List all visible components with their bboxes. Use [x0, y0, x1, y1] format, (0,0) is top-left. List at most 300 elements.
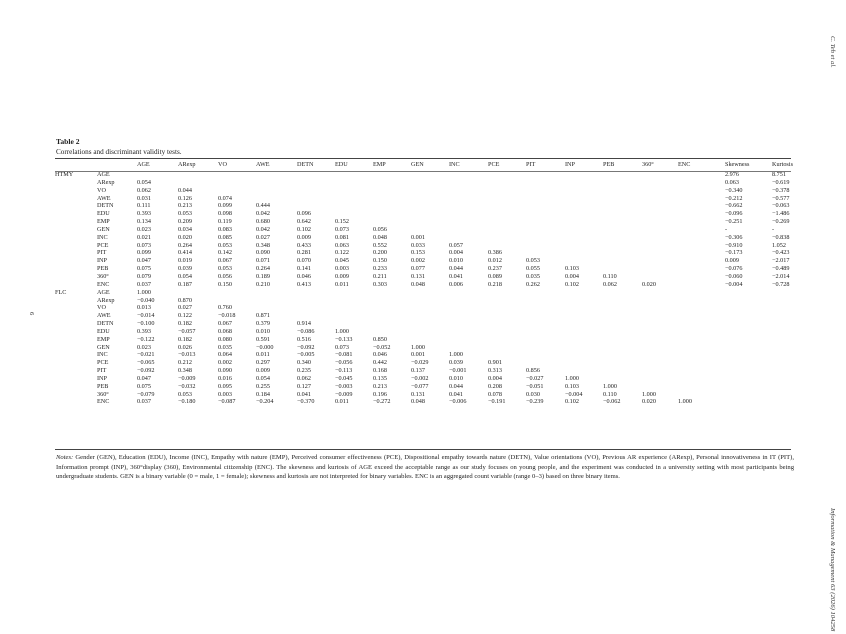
table-cell	[488, 289, 526, 297]
table-cell: −0.000	[256, 343, 274, 351]
table-cell	[411, 328, 449, 336]
table-cell: −0.191	[488, 398, 506, 406]
skewness-cell	[725, 398, 772, 406]
table-cell: 1.000	[565, 374, 579, 382]
table-cell	[565, 234, 603, 242]
table-cell	[565, 336, 603, 344]
table-cell	[565, 359, 603, 367]
table-row	[55, 265, 790, 273]
table-cell	[603, 242, 642, 250]
table-cell	[678, 242, 725, 250]
kurtosis-cell: −0.728	[772, 280, 790, 288]
table-cell	[642, 202, 678, 210]
table-cell	[565, 312, 603, 320]
group-label	[55, 234, 97, 242]
table-cell	[603, 304, 642, 312]
table-cell: −0.122	[137, 335, 155, 343]
group-label	[55, 187, 97, 195]
column-header: AWE	[256, 160, 270, 168]
skewness-cell: -	[725, 225, 728, 233]
table-cell	[256, 297, 297, 305]
table-cell: 0.012	[488, 257, 502, 265]
table-cell	[411, 195, 449, 203]
column-header: PCE	[488, 160, 500, 168]
table-cell: 0.134	[137, 218, 151, 226]
group-label	[55, 367, 97, 375]
table-cell: 0.340	[297, 359, 311, 367]
table-cell: −0.001	[449, 367, 467, 375]
table-cell	[603, 257, 642, 265]
table-cell	[335, 171, 373, 179]
table-body	[55, 171, 790, 406]
table-cell	[297, 202, 335, 210]
table-cell	[526, 249, 565, 257]
table-cell	[449, 320, 488, 328]
table-cell: 0.141	[297, 265, 311, 273]
table-cell: 0.083	[218, 225, 232, 233]
group-label	[55, 179, 97, 187]
table-cell: 0.064	[218, 351, 232, 359]
table-row	[55, 218, 790, 226]
table-cell	[603, 265, 642, 273]
table-cell: 0.099	[218, 202, 232, 210]
table-cell	[335, 179, 373, 187]
table-cell	[642, 351, 678, 359]
kurtosis-cell	[772, 336, 790, 344]
group-label	[55, 328, 97, 336]
running-head-author: C. Teh et al.	[829, 36, 836, 68]
table-cell	[297, 312, 335, 320]
table-cell	[642, 297, 678, 305]
column-header: INC	[449, 160, 460, 168]
table-cell	[335, 187, 373, 195]
group-label	[55, 351, 97, 359]
table-cell: 0.053	[178, 390, 192, 398]
table-cell	[642, 195, 678, 203]
table-cell: 1.000	[335, 327, 349, 335]
table-cell	[565, 249, 603, 257]
table-cell: 0.075	[137, 265, 151, 273]
table-cell: 0.262	[526, 280, 540, 288]
row-variable: 360°	[97, 272, 109, 280]
skewness-cell	[725, 367, 772, 375]
table-cell: 0.003	[218, 390, 232, 398]
table-row	[55, 383, 790, 391]
table-row	[55, 312, 790, 320]
table-cell: 0.126	[178, 194, 192, 202]
table-cell	[603, 367, 642, 375]
table-cell	[218, 179, 256, 187]
table-cell	[565, 320, 603, 328]
table-cell	[488, 171, 526, 179]
table-cell	[678, 359, 725, 367]
table-cell: 0.073	[335, 343, 349, 351]
group-label	[55, 320, 97, 328]
table-cell	[565, 187, 603, 195]
table-cell	[297, 187, 335, 195]
table-cell: 0.099	[137, 249, 151, 257]
table-cell: 0.196	[373, 390, 387, 398]
table-cell: 0.131	[411, 272, 425, 280]
table-cell	[411, 171, 449, 179]
column-header: PIT	[526, 160, 536, 168]
table-cell: 0.089	[488, 272, 502, 280]
table-cell	[565, 202, 603, 210]
table-row	[55, 171, 790, 179]
skewness-cell: 2.976	[725, 171, 739, 178]
row-variable: INP	[97, 374, 107, 382]
table-cell	[678, 281, 725, 289]
table-cell: −0.370	[297, 398, 315, 406]
skewness-cell	[725, 344, 772, 352]
table-cell: 0.110	[603, 272, 617, 280]
row-variable: AWE	[97, 194, 111, 202]
group-label	[55, 383, 97, 391]
table-cell: 0.085	[218, 233, 232, 241]
table-cell	[526, 195, 565, 203]
kurtosis-cell	[772, 383, 790, 391]
table-cell: −0.062	[603, 398, 621, 406]
table-cell	[526, 359, 565, 367]
table-cell: 0.035	[526, 272, 540, 280]
table-cell	[373, 304, 411, 312]
table-cell: 0.020	[642, 398, 656, 406]
table-cell	[526, 328, 565, 336]
table-cell: −0.052	[373, 343, 391, 351]
group-label	[55, 257, 97, 265]
table-cell	[373, 289, 411, 297]
table-cell: 0.044	[449, 382, 463, 390]
table-cell: 0.103	[565, 265, 579, 273]
group-label	[55, 398, 97, 406]
table-cell	[642, 344, 678, 352]
table-cell	[678, 218, 725, 226]
table-cell: 0.135	[373, 374, 387, 382]
group-label	[55, 210, 97, 218]
skewness-cell	[725, 359, 772, 367]
table-cell	[526, 202, 565, 210]
table-cell: 0.021	[137, 233, 151, 241]
row-variable: GEN	[97, 343, 110, 351]
table-row	[55, 202, 790, 210]
table-cell: −0.005	[297, 351, 315, 359]
table-cell: 0.053	[526, 257, 540, 265]
table-cell: 0.414	[178, 249, 192, 257]
skewness-cell: −0.212	[725, 194, 743, 202]
table-cell	[642, 249, 678, 257]
table-cell: 0.033	[411, 241, 425, 249]
row-variable: AGE	[97, 288, 110, 296]
table-cell: 1.000	[642, 390, 656, 398]
table-cell	[526, 297, 565, 305]
group-label	[55, 336, 97, 344]
table-cell	[526, 187, 565, 195]
table-cell: 0.081	[335, 233, 349, 241]
table-row	[55, 195, 790, 203]
table-cell	[642, 226, 678, 234]
table-cell: 0.039	[178, 265, 192, 273]
table-cell: 0.053	[218, 265, 232, 273]
table-cell: −0.045	[335, 374, 353, 382]
table-cell	[449, 297, 488, 305]
table-cell: 0.042	[256, 210, 270, 218]
skewness-cell	[725, 320, 772, 328]
row-variable: AWE	[97, 312, 111, 320]
table-cell	[642, 304, 678, 312]
notes-text: Gender (GEN), Education (EDU), Income (INC), Empathy with nature (EMP), Perceived consumer effectiveness (PCE), Dispositional empathy towards nature (DETN), Value orientations (VO), Previous AR experience (ARexp), Personal innovativeness in IT (PIT), Information prompt (INP), 360°display (360), Environmental citizenship (ENC). The skewness and kurtosis of AGE exceed the acceptable range as our study focuses on young people, and the experiment was conducted in a university setting with most participants being undergraduate students. GEN is a binary variable (0 = male, 1 = female); skewness and kurtosis are not interpreted for binary variables. ENC is an aggregated count variable (range 0–3) based on three binary items.	[56, 454, 795, 481]
table-cell: 0.002	[411, 257, 425, 265]
table-cell	[565, 328, 603, 336]
table-cell	[678, 304, 725, 312]
table-row	[55, 234, 790, 242]
group-label	[55, 226, 97, 234]
kurtosis-cell: −0.378	[772, 186, 790, 194]
row-variable: DETN	[97, 202, 114, 210]
skewness-cell: −0.004	[725, 280, 743, 288]
table-cell	[642, 320, 678, 328]
table-cell: 0.237	[488, 265, 502, 273]
table-cell: 0.044	[178, 186, 192, 194]
table-cell	[488, 179, 526, 187]
column-header: EDU	[335, 160, 348, 168]
table-cell	[678, 320, 725, 328]
table-cell: 0.516	[297, 335, 311, 343]
row-variable: DETN	[97, 320, 114, 328]
table-cell: 0.020	[178, 233, 192, 241]
table-cell: 0.255	[256, 382, 270, 390]
table-cell	[678, 273, 725, 281]
table-header-row	[55, 158, 790, 171]
skewness-cell	[725, 328, 772, 336]
table-cell	[678, 257, 725, 265]
table-row	[55, 273, 790, 281]
table-cell	[335, 202, 373, 210]
table-cell: 0.001	[411, 351, 425, 359]
row-variable: ENC	[97, 280, 110, 288]
column-header: INP	[565, 160, 575, 168]
table-cell	[449, 179, 488, 187]
row-variable: EDU	[97, 210, 110, 218]
table-cell	[603, 328, 642, 336]
table-cell: 0.019	[178, 257, 192, 265]
column-header: GEN	[411, 160, 424, 168]
kurtosis-cell: −0.838	[772, 233, 790, 241]
table-cell	[449, 187, 488, 195]
kurtosis-cell: −0.619	[772, 178, 790, 186]
table-cell	[565, 304, 603, 312]
skewness-cell: −0.173	[725, 249, 743, 257]
table-cell: 0.010	[256, 327, 270, 335]
table-cell: −0.133	[335, 335, 353, 343]
table-cell: 0.067	[218, 257, 232, 265]
table-cell	[488, 336, 526, 344]
table-cell	[488, 351, 526, 359]
row-variable: VO	[97, 186, 106, 194]
table-cell	[297, 195, 335, 203]
table-cell	[488, 242, 526, 250]
table-cell: 0.077	[411, 265, 425, 273]
table-cell: −0.004	[565, 390, 583, 398]
table-cell: 0.901	[488, 359, 502, 367]
table-cell: 0.011	[256, 351, 270, 359]
table-cell	[526, 289, 565, 297]
table-cell: 0.090	[218, 367, 232, 375]
table-cell	[449, 171, 488, 179]
table-row	[55, 210, 790, 218]
table-cell	[297, 171, 335, 179]
table-cell	[603, 226, 642, 234]
table-cell: 1.000	[411, 343, 425, 351]
table-cell: −0.032	[178, 382, 196, 390]
table-cell: 0.053	[218, 241, 232, 249]
skewness-cell	[725, 312, 772, 320]
skewness-cell	[725, 289, 772, 297]
table-cell	[565, 179, 603, 187]
table-cell: 0.850	[373, 335, 387, 343]
table-cell: −0.077	[411, 382, 429, 390]
table-cell: 0.187	[178, 280, 192, 288]
table-cell	[678, 171, 725, 179]
table-cell	[678, 344, 725, 352]
table-cell	[642, 210, 678, 218]
table-cell	[642, 367, 678, 375]
table-cell: 0.209	[178, 218, 192, 226]
kurtosis-cell	[772, 367, 790, 375]
table-cell	[565, 289, 603, 297]
table-cell: −0.051	[526, 382, 544, 390]
table-cell: 0.442	[373, 359, 387, 367]
table-cell	[678, 210, 725, 218]
group-label: HTMY	[55, 171, 74, 178]
table-cell: −0.006	[449, 398, 467, 406]
row-variable: EMP	[97, 335, 110, 343]
table-cell: −0.021	[137, 351, 155, 359]
correlation-table	[55, 158, 793, 406]
skewness-cell	[725, 336, 772, 344]
kurtosis-cell: −0.423	[772, 249, 790, 257]
table-row	[55, 328, 790, 336]
kurtosis-cell: −1.486	[772, 210, 790, 218]
kurtosis-cell: 1.052	[772, 241, 786, 249]
table-cell: 0.074	[218, 194, 232, 202]
table-cell: 0.020	[642, 280, 656, 288]
table-cell	[488, 202, 526, 210]
kurtosis-cell	[772, 328, 790, 336]
table-row	[55, 359, 790, 367]
table-cell	[678, 375, 725, 383]
skewness-cell: −0.340	[725, 186, 743, 194]
table-cell	[297, 289, 335, 297]
table-cell	[565, 351, 603, 359]
table-row	[55, 179, 790, 187]
table-cell	[488, 312, 526, 320]
table-cell: 0.413	[297, 280, 311, 288]
table-cell: 0.062	[603, 280, 617, 288]
table-cell: 0.013	[137, 304, 151, 312]
table-cell	[642, 273, 678, 281]
table-cell: 0.127	[297, 382, 311, 390]
table-cell: 0.264	[256, 265, 270, 273]
table-cell: −0.002	[411, 374, 429, 382]
table-cell: 1.000	[449, 351, 463, 359]
table-cell: −0.180	[178, 398, 196, 406]
table-cell	[642, 383, 678, 391]
table-cell: −0.092	[137, 367, 155, 375]
table-cell	[335, 312, 373, 320]
group-label	[55, 265, 97, 273]
table-cell	[565, 171, 603, 179]
row-variable: AGE	[97, 171, 110, 178]
table-cell	[335, 297, 373, 305]
table-cell	[411, 336, 449, 344]
kurtosis-cell	[772, 312, 790, 320]
row-variable: ARexp	[97, 178, 115, 186]
table-cell: 0.235	[297, 367, 311, 375]
table-cell: 0.386	[488, 249, 502, 257]
table-cell: 0.122	[335, 249, 349, 257]
table-cell	[178, 171, 218, 179]
table-cell: 0.150	[218, 280, 232, 288]
table-cell	[373, 320, 411, 328]
table-row	[55, 351, 790, 359]
table-cell: 0.297	[256, 359, 270, 367]
table-cell: 0.063	[335, 241, 349, 249]
group-label	[55, 391, 97, 399]
kurtosis-cell	[772, 320, 790, 328]
skewness-cell	[725, 351, 772, 359]
table-row	[55, 187, 790, 195]
group-label: FLC	[55, 288, 67, 296]
table-cell	[603, 187, 642, 195]
table-cell	[565, 297, 603, 305]
table-cell: 0.080	[218, 335, 232, 343]
table-cell	[603, 171, 642, 179]
table-cell: 0.110	[603, 390, 617, 398]
skewness-cell: −0.076	[725, 265, 743, 273]
table-cell	[565, 195, 603, 203]
table-cell	[373, 312, 411, 320]
table-cell	[449, 202, 488, 210]
table-cell	[603, 202, 642, 210]
table-cell	[373, 195, 411, 203]
table-cell: 0.591	[256, 335, 270, 343]
row-variable: EDU	[97, 327, 110, 335]
table-cell	[603, 179, 642, 187]
table-cell	[526, 320, 565, 328]
table-cell: 0.056	[373, 225, 387, 233]
table-cell	[603, 289, 642, 297]
skewness-cell: 0.009	[725, 257, 739, 265]
table-cell: 0.078	[488, 390, 502, 398]
kurtosis-cell	[772, 398, 790, 406]
table-cell: 0.870	[178, 296, 192, 304]
table-cell	[373, 297, 411, 305]
table-cell	[488, 218, 526, 226]
table-cell: 0.137	[411, 367, 425, 375]
table-cell	[488, 234, 526, 242]
column-header: DETN	[297, 160, 314, 168]
kurtosis-cell	[772, 391, 790, 399]
table-cell	[373, 328, 411, 336]
skewness-cell	[725, 304, 772, 312]
table-cell	[411, 297, 449, 305]
table-cell: 0.680	[256, 218, 270, 226]
table-cell	[678, 202, 725, 210]
table-cell: 0.041	[297, 390, 311, 398]
row-variable: ENC	[97, 398, 110, 406]
table-cell	[488, 297, 526, 305]
table-cell	[373, 218, 411, 226]
